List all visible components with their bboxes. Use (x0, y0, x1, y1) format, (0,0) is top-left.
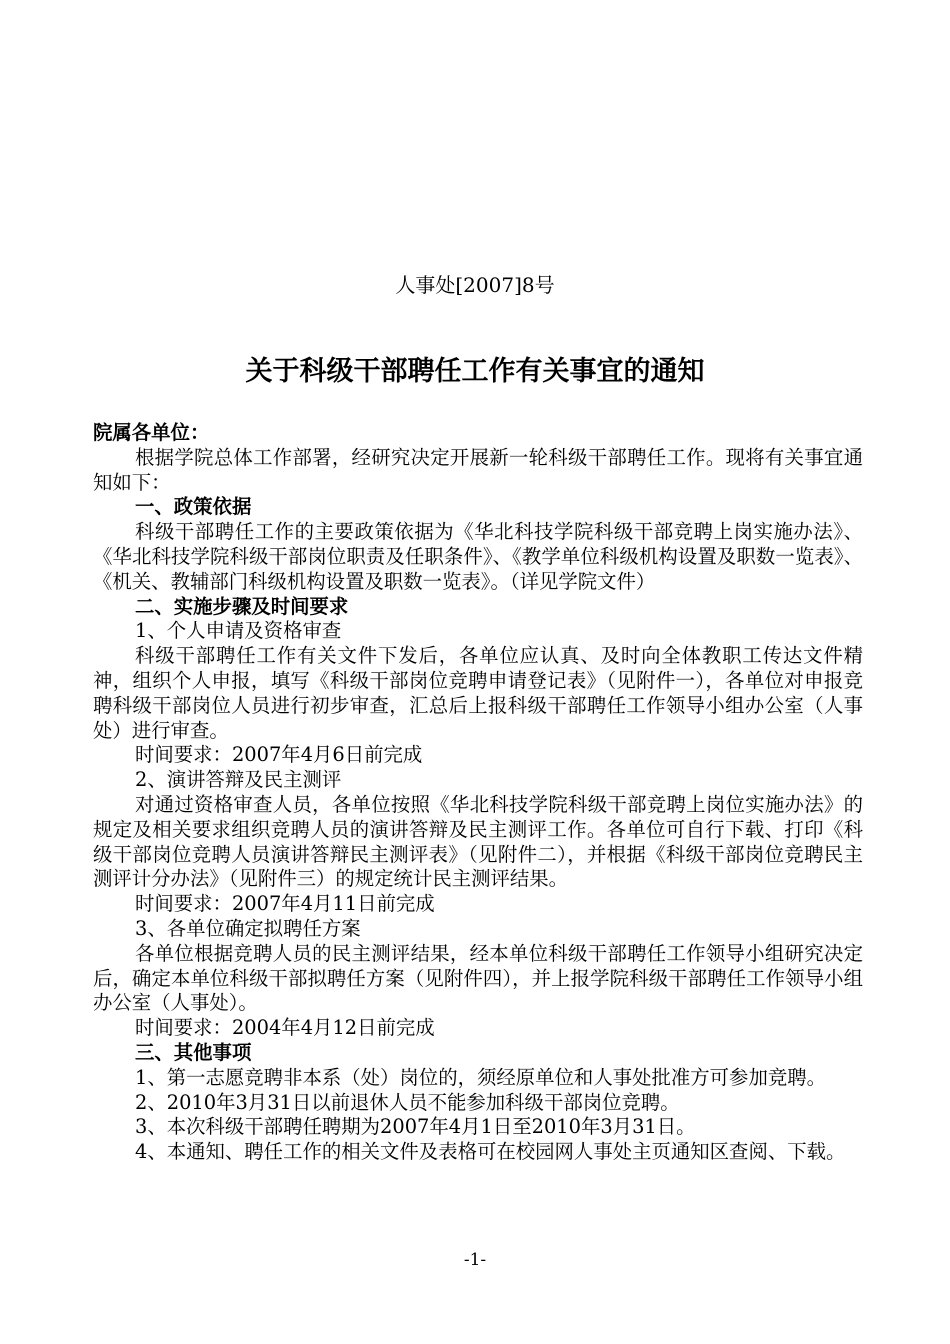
document-number: 人事处[2007]8号 (395, 273, 555, 297)
step3-paragraph: 各单位根据竞聘人员的民主测评结果，经本单位科级干部聘任工作领导小组研究决定后，确定本单位科级干部拟聘任方案（见附件四），并上报学院科级干部聘任工作领导小组办公室（人事处）。 (93, 941, 863, 1015)
step1-time: 时间要求：2007年4月6日前完成 (135, 743, 423, 767)
step2-paragraph: 对通过资格审查人员，各单位按照《华北科技学院科级干部竞聘上岗位实施办法》的规定及相关要求组织竞聘人员的演讲答辩及民主测评工作。各单位可自行下载、打印《科级干部岗位竞聘人员演讲答辩民主测评表》（见附件二），并根据《科级干部岗位竞聘民主测评计分办法》（见附件三）的规定统计民主测评结果。 (93, 792, 863, 891)
step2-time: 时间要求：2007年4月11日前完成 (135, 892, 435, 916)
salutation: 院属各单位： (93, 421, 210, 444)
step3-time: 时间要求：2004年4月12日前完成 (135, 1016, 435, 1040)
step2-title: 2、演讲答辩及民主测评 (135, 768, 342, 792)
step1-title: 1、个人申请及资格审查 (135, 619, 342, 643)
section-heading-policy: 一、政策依据 (135, 495, 252, 519)
section-heading-steps: 二、实施步骤及时间要求 (135, 594, 349, 618)
policy-paragraph: 科级干部聘任工作的主要政策依据为《华北科技学院科级干部竞聘上岗实施办法》、《华北科技学院科级干部岗位职责及任职条件》、《教学单位科级机构设置及职数一览表》、《机关、教辅部门科级机构设置及职数一览表》。（详见学院文件） (93, 520, 863, 593)
step3-title: 3、各单位确定拟聘任方案 (135, 916, 361, 940)
other-item-3: 3、本次科级干部聘任聘期为2007年4月1日至2010年3月31日。 (135, 1115, 696, 1139)
other-item-2: 2、2010年3月31日以前退休人员不能参加科级干部岗位竞聘。 (135, 1090, 680, 1114)
document-title: 关于科级干部聘任工作有关事宜的通知 (245, 356, 705, 387)
other-item-4: 4、本通知、聘任工作的相关文件及表格可在校园网人事处主页通知区查阅、下载。 (135, 1140, 846, 1164)
document-body (93, 421, 863, 1165)
page-number: -1- (463, 1250, 487, 1270)
step1-paragraph: 科级干部聘任工作有关文件下发后，各单位应认真、及时向全体教职工传达文件精神，组织个人申报，填写《科级干部岗位竞聘申请登记表》（见附件一），各单位对申报竞聘科级干部岗位人员进行初步审查，汇总后上报科级干部聘任工作领导小组办公室（人事处）进行审查。 (93, 644, 863, 742)
section-heading-other: 三、其他事项 (135, 1040, 252, 1064)
intro-paragraph: 根据学院总体工作部署，经研究决定开展新一轮科级干部聘任工作。现将有关事宜通知如下： (93, 445, 863, 494)
other-item-1: 1、第一志愿竞聘非本系（处）岗位的，须经原单位和人事处批准方可参加竞聘。 (135, 1065, 827, 1089)
